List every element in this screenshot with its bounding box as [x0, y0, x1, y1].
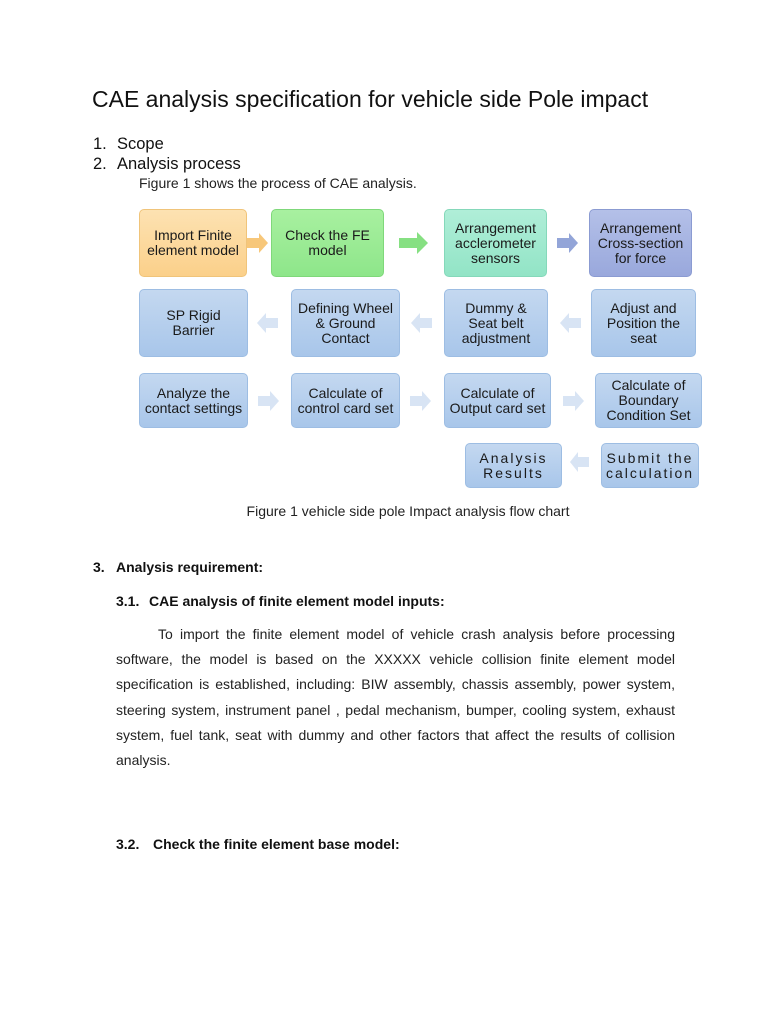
section-number: 1.	[93, 135, 107, 153]
section-3-2-heading	[116, 836, 400, 852]
arrow-right-icon	[557, 232, 579, 254]
flow-box-wheel-ground-contact: Defining Wheel & Ground Contact	[291, 289, 400, 357]
arrow-right-icon	[399, 232, 429, 254]
flow-box-adjust-seat: Adjust and Position the seat	[591, 289, 696, 357]
flow-box-analysis-results: Analysis Results	[465, 443, 562, 488]
body-paragraph	[116, 622, 675, 773]
arrow-right-icon	[258, 390, 280, 412]
arrow-right-icon	[410, 390, 432, 412]
paragraph-text: To import the finite element model of vehicle crash analysis before processing software, the model is based on the XXXXX vehicle collision finite element model specification is established, including: BIW assembly, chassis assembly, power system, steering system, instrument panel , pedal mechanism, bumper, cooling system, exhaust system, fuel tank, seat with dummy and other factors that affect the results of collision analysis.	[116, 626, 675, 769]
intro-text: Figure 1 shows the process of CAE analysis.	[139, 175, 417, 191]
flow-box-import-model: Import Finite element model	[139, 209, 247, 277]
arrow-left-icon	[570, 452, 590, 472]
flow-box-cross-section: Arrangement Cross-section for force	[589, 209, 692, 277]
arrow-right-icon	[247, 232, 269, 254]
section-label: Analysis requirement:	[116, 559, 264, 575]
section-2-heading	[93, 155, 241, 174]
section-3-heading	[93, 559, 263, 575]
flow-box-check-fe-model: Check the FE model	[271, 209, 384, 277]
figure-caption: Figure 1 vehicle side pole Impact analysis flow chart	[246, 503, 570, 519]
section-1-heading	[93, 135, 164, 154]
flow-box-rigid-barrier: SP Rigid Barrier	[139, 289, 248, 357]
flow-box-accelerometer-sensors: Arrangement acclerometer sensors	[444, 209, 547, 277]
arrow-left-icon	[411, 312, 433, 334]
flow-box-contact-settings: Analyze the contact settings	[139, 373, 248, 428]
section-label: CAE analysis of finite element model inputs:	[149, 593, 445, 609]
flow-box-dummy-seatbelt: Dummy & Seat belt adjustment	[444, 289, 548, 357]
flow-box-control-card: Calculate of control card set	[291, 373, 400, 428]
section-number: 3.2.	[116, 836, 140, 852]
section-label: Check the finite element base model:	[153, 836, 400, 852]
flow-box-submit-calculation: Submit the calculation	[601, 443, 699, 488]
document-title: CAE analysis specification for vehicle side Pole impact	[92, 86, 649, 112]
flow-box-boundary-condition: Calculate of Boundary Condition Set	[595, 373, 702, 428]
section-label: Scope	[117, 135, 164, 153]
section-3-1-heading	[116, 593, 445, 609]
flow-box-output-card: Calculate of Output card set	[444, 373, 551, 428]
arrow-right-icon	[563, 390, 585, 412]
arrow-left-icon	[257, 312, 279, 334]
section-number: 3.	[93, 559, 105, 575]
section-number: 3.1.	[116, 593, 140, 609]
section-label: Analysis process	[117, 155, 241, 173]
section-number: 2.	[93, 155, 107, 173]
arrow-left-icon	[560, 312, 582, 334]
